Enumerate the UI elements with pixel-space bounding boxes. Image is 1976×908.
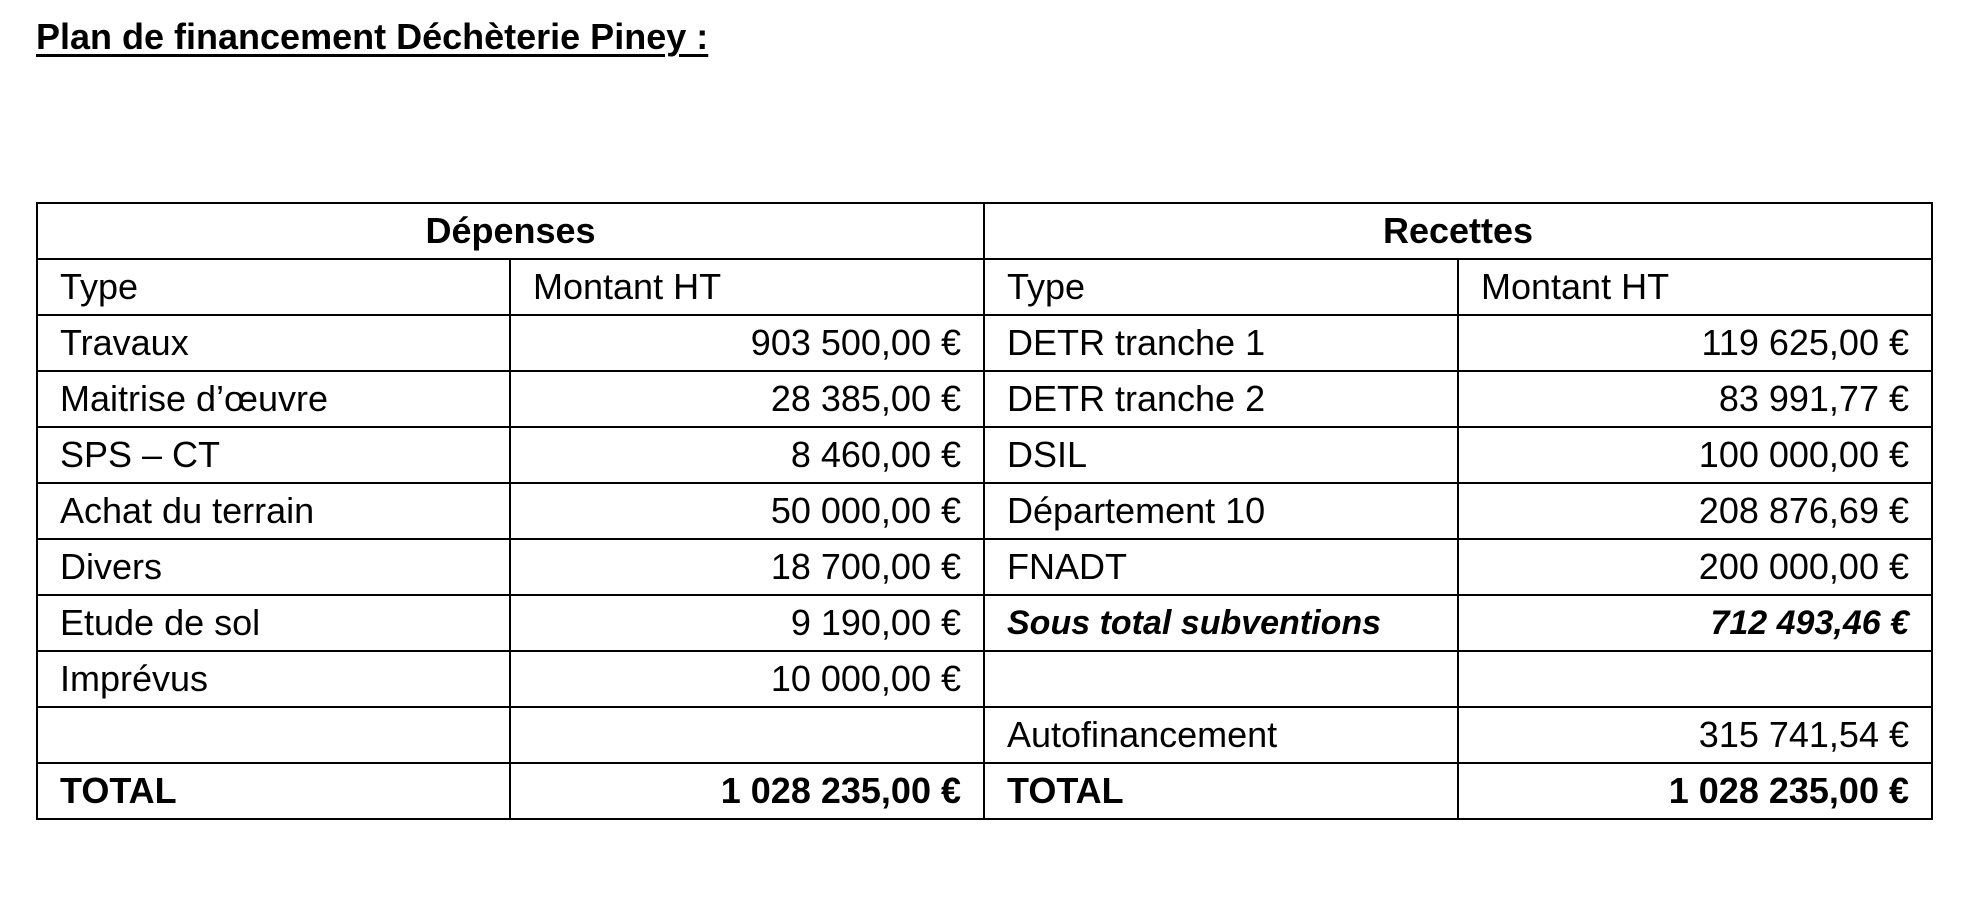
depense-type: Travaux [37,315,510,371]
recette-type: FNADT [984,539,1458,595]
depense-amount: 8 460,00 € [510,427,984,483]
recette-type [984,651,1458,707]
recette-amount: 200 000,00 € [1458,539,1932,595]
table-row [37,539,1932,595]
table-row [37,651,1932,707]
recette-type: Autofinancement [984,707,1458,763]
depense-amount: 28 385,00 € [510,371,984,427]
table-row [37,483,1932,539]
recette-type: DETR tranche 2 [984,371,1458,427]
depense-amount: 10 000,00 € [510,651,984,707]
depenses-header: Dépenses [37,203,984,259]
depense-type [37,707,510,763]
recette-amount: 315 741,54 € [1458,707,1932,763]
column-header-row [37,259,1932,315]
recettes-header: Recettes [984,203,1932,259]
depenses-total-amount: 1 028 235,00 € [510,763,984,819]
depenses-col-amount: Montant HT [510,259,984,315]
document-title: Plan de financement Déchèterie Piney : [36,16,709,57]
recettes-total-label: TOTAL [984,763,1458,819]
depense-type: Achat du terrain [37,483,510,539]
depenses-col-type: Type [37,259,510,315]
depense-type: Maitrise d’œuvre [37,371,510,427]
depense-amount: 903 500,00 € [510,315,984,371]
table-row [37,595,1932,651]
depense-amount [510,707,984,763]
recette-amount: 119 625,00 € [1458,315,1932,371]
recette-type: DETR tranche 1 [984,315,1458,371]
table-row [37,315,1932,371]
depense-amount: 9 190,00 € [510,595,984,651]
recette-amount [1458,651,1932,707]
depense-type: Divers [37,539,510,595]
recette-amount: 83 991,77 € [1458,371,1932,427]
recettes-col-type: Type [984,259,1458,315]
depense-type: Imprévus [37,651,510,707]
recettes-total-amount: 1 028 235,00 € [1458,763,1932,819]
depense-amount: 18 700,00 € [510,539,984,595]
recettes-col-amount: Montant HT [1458,259,1932,315]
recette-type: Département 10 [984,483,1458,539]
section-header-row [37,203,1932,259]
depense-type: Etude de sol [37,595,510,651]
subtotal-amount: 712 493,46 € [1458,595,1932,651]
total-row [37,763,1932,819]
depense-amount: 50 000,00 € [510,483,984,539]
depense-type: SPS – CT [37,427,510,483]
recette-amount: 208 876,69 € [1458,483,1932,539]
recette-type: DSIL [984,427,1458,483]
table-row [37,707,1932,763]
table-row [37,427,1932,483]
subtotal-label: Sous total subventions [984,595,1458,651]
depenses-total-label: TOTAL [37,763,510,819]
table-row [37,371,1932,427]
recette-amount: 100 000,00 € [1458,427,1932,483]
financing-table [36,202,1933,820]
